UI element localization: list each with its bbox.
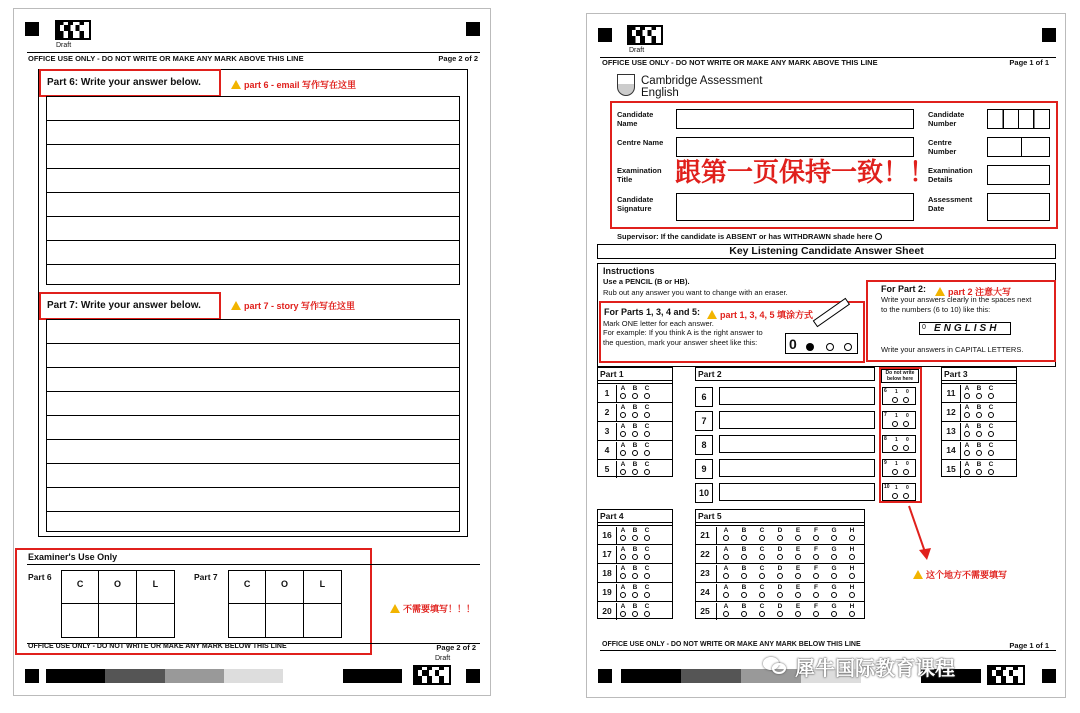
page-number-top: Page 1 of 1 [1009, 58, 1049, 67]
parts1345-line3: the question, mark your answer sheet like this: [603, 338, 758, 347]
barcode-icon [55, 20, 91, 40]
part2-title: For Part 2: [881, 284, 927, 294]
grey-scale-strip [46, 669, 402, 683]
candidate-name-field[interactable] [676, 109, 914, 129]
warning-icon [707, 310, 717, 319]
page-number-bottom: Page 2 of 2 [436, 643, 476, 652]
watermark-text: 犀牛国际教育课程 [795, 658, 955, 680]
exam-details-label: Examination Details [928, 166, 973, 184]
draft-label-bottom: Draft [435, 655, 451, 662]
corner-marker [598, 669, 612, 683]
part3-section: Part 3 11 A B C 12 A B C 13 A B C 14 A B C 15 A B C [941, 367, 1017, 477]
warning-icon [913, 570, 923, 579]
page-number-top: Page 2 of 2 [438, 54, 478, 63]
barcode-icon [413, 665, 451, 685]
wechat-icon [763, 655, 789, 677]
part2-note: part 2 注意大写 [935, 285, 1011, 298]
exam-details-field[interactable] [987, 165, 1050, 185]
question-row: 21 A B C D E F G H [696, 525, 864, 544]
office-use-bottom: OFFICE USE ONLY - DO NOT WRITE OR MAKE ANY MARK BELOW THIS LINE [28, 643, 287, 650]
examiner-part7: Part 7 [194, 572, 218, 582]
do-not-write-label: Do not write below here [881, 369, 919, 383]
part6-answer-lines[interactable] [46, 96, 460, 285]
question-row: 14 A B C [942, 440, 1016, 459]
part6-col-grid: C O L [61, 570, 175, 638]
candidate-signature-label: Candidate Signature [617, 195, 654, 213]
centre-number-label: Centre Number [928, 138, 957, 156]
warning-icon [231, 80, 241, 89]
warning-icon [231, 301, 241, 310]
part6-note: part 6 - email 写作写在这里 [231, 78, 356, 91]
answer-number: 10 [695, 483, 713, 503]
instruction-eraser: Rub out any answer you want to change with an eraser. [603, 288, 788, 297]
part4-section: Part 4 16 A B C 17 A B C 18 A B C 19 A B C 20 A B C [597, 509, 673, 619]
marker-box: 6 1 0 [882, 387, 916, 405]
question-row: 2 A B C [598, 402, 672, 421]
marker-box: 9 1 0 [882, 459, 916, 477]
page-number-bottom: Page 1 of 1 [1009, 641, 1049, 650]
parts1345-line1: Mark ONE letter for each answer. [603, 319, 714, 328]
part7-answer-lines[interactable] [46, 319, 460, 532]
question-row: 22 A B C D E F G H [696, 544, 864, 563]
part7-note: part 7 - story 写作写在这里 [231, 299, 355, 312]
answer-number: 6 [695, 387, 713, 407]
pointer-arrow-icon [905, 504, 935, 564]
question-row: 20 A B C [598, 601, 672, 620]
example-word-box: 0 ENGLISH [919, 322, 1011, 335]
question-row: 13 A B C [942, 421, 1016, 440]
answer-sheet-page-2 [13, 8, 491, 696]
barcode-icon [627, 25, 663, 45]
question-row: 4 A B C [598, 440, 672, 459]
supervisor-text: Supervisor: If the candidate is ABSENT or has WITHDRAWN shade here [617, 232, 882, 241]
question-row: 1 A B C [598, 383, 672, 402]
corner-marker [466, 669, 480, 683]
corner-marker [25, 22, 39, 36]
question-row: 5 A B C [598, 459, 672, 478]
part2-line1: Write your answers clearly in the spaces next [881, 295, 1032, 304]
brand-name: Cambridge Assessment [641, 75, 763, 87]
do-not-write-note: 这个地方不需要填写 [913, 568, 1007, 581]
marker-box: 10 1 0 [882, 483, 916, 501]
assessment-date-label: Assessment Date [928, 195, 973, 213]
question-row: 3 A B C [598, 421, 672, 440]
answer-field-7[interactable] [719, 411, 875, 429]
warning-icon [390, 604, 400, 613]
answer-field-10[interactable] [719, 483, 875, 501]
part2-line3: Write your answers in CAPITAL LETTERS. [881, 345, 1024, 354]
corner-marker [466, 22, 480, 36]
answer-number: 7 [695, 411, 713, 431]
part6-label: Part 6: Write your answer below. [47, 77, 201, 88]
corner-marker [1042, 669, 1056, 683]
answer-field-6[interactable] [719, 387, 875, 405]
part1-section: Part 1 1 A B C 2 A B C 3 A B C 4 A B C 5 A B C [597, 367, 673, 477]
office-use-bottom: OFFICE USE ONLY - DO NOT WRITE OR MAKE ANY MARK BELOW THIS LINE [602, 641, 861, 648]
draft-label: Draft [56, 42, 72, 49]
filled-bubble-icon [806, 343, 814, 351]
candidate-number-field[interactable] [987, 109, 1050, 129]
corner-marker [1042, 28, 1056, 42]
sheet-title: Key Listening Candidate Answer Sheet [597, 244, 1056, 259]
keep-consistent-note: 跟第一页保持一致！！ [675, 157, 936, 187]
draft-label: Draft [629, 47, 645, 54]
example-mark-box: 0 [785, 333, 858, 354]
assessment-date-field[interactable] [987, 193, 1050, 221]
office-use-top: OFFICE USE ONLY - DO NOT WRITE OR MAKE ANY MARK ABOVE THIS LINE [602, 58, 878, 67]
part7-label: Part 7: Write your answer below. [47, 300, 201, 311]
question-row: 23 A B C D E F G H [696, 563, 864, 582]
instruction-pencil: Use a PENCIL (B or HB). [603, 277, 690, 286]
examiner-title: Examiner's Use Only [28, 552, 118, 562]
candidate-signature-field[interactable] [676, 193, 914, 221]
part7-col-grid: C O L [228, 570, 342, 638]
crest-icon [617, 74, 635, 96]
answer-field-8[interactable] [719, 435, 875, 453]
brand-sub: English [641, 87, 679, 99]
parts1345-title: For Parts 1, 3, 4 and 5: [604, 307, 701, 317]
corner-marker [25, 669, 39, 683]
question-row: 12 A B C [942, 402, 1016, 421]
instructions-title: Instructions [603, 266, 655, 276]
question-row: 17 A B C [598, 544, 672, 563]
question-row: 24 A B C D E F G H [696, 582, 864, 601]
candidate-name-label: Candidate Name [617, 110, 654, 128]
absent-circle-icon[interactable] [875, 233, 882, 240]
question-row: 15 A B C [942, 459, 1016, 478]
marker-box: 7 1 0 [882, 411, 916, 429]
exam-title-label: Examination Title [617, 166, 662, 184]
answer-field-9[interactable] [719, 459, 875, 477]
answer-number: 9 [695, 459, 713, 479]
question-row: 11 A B C [942, 383, 1016, 402]
answer-number: 8 [695, 435, 713, 455]
part2-section: Part 2 [695, 367, 875, 381]
office-use-top: OFFICE USE ONLY - DO NOT WRITE OR MAKE ANY MARK ABOVE THIS LINE [28, 54, 304, 63]
centre-number-field[interactable] [987, 137, 1050, 157]
candidate-number-label: Candidate Number [928, 110, 965, 128]
part2-line2: to the numbers (6 to 10) like this: [881, 305, 991, 314]
centre-name-label: Centre Name [617, 138, 664, 147]
question-row: 25 A B C D E F G H [696, 601, 864, 620]
question-row: 19 A B C [598, 582, 672, 601]
part5-section: Part 5 21 A B C D E F G H 22 A B C D E F G H 23 A B C D E F G H 24 A B C D E F G H 25 A B C D E F G H [695, 509, 865, 619]
parts1345-note: part 1, 3, 4, 5 填涂方式 [707, 308, 813, 321]
corner-marker [598, 28, 612, 42]
question-row: 18 A B C [598, 563, 672, 582]
barcode-icon [987, 665, 1025, 685]
marker-box: 8 1 0 [882, 435, 916, 453]
examiner-part6: Part 6 [28, 572, 52, 582]
answer-sheet-page-1 [586, 13, 1066, 698]
examiner-no-fill-note: 不需要填写！！！ [390, 602, 475, 615]
question-row: 16 A B C [598, 525, 672, 544]
parts1345-line2: For example: If you think A is the right answer to [603, 328, 763, 337]
